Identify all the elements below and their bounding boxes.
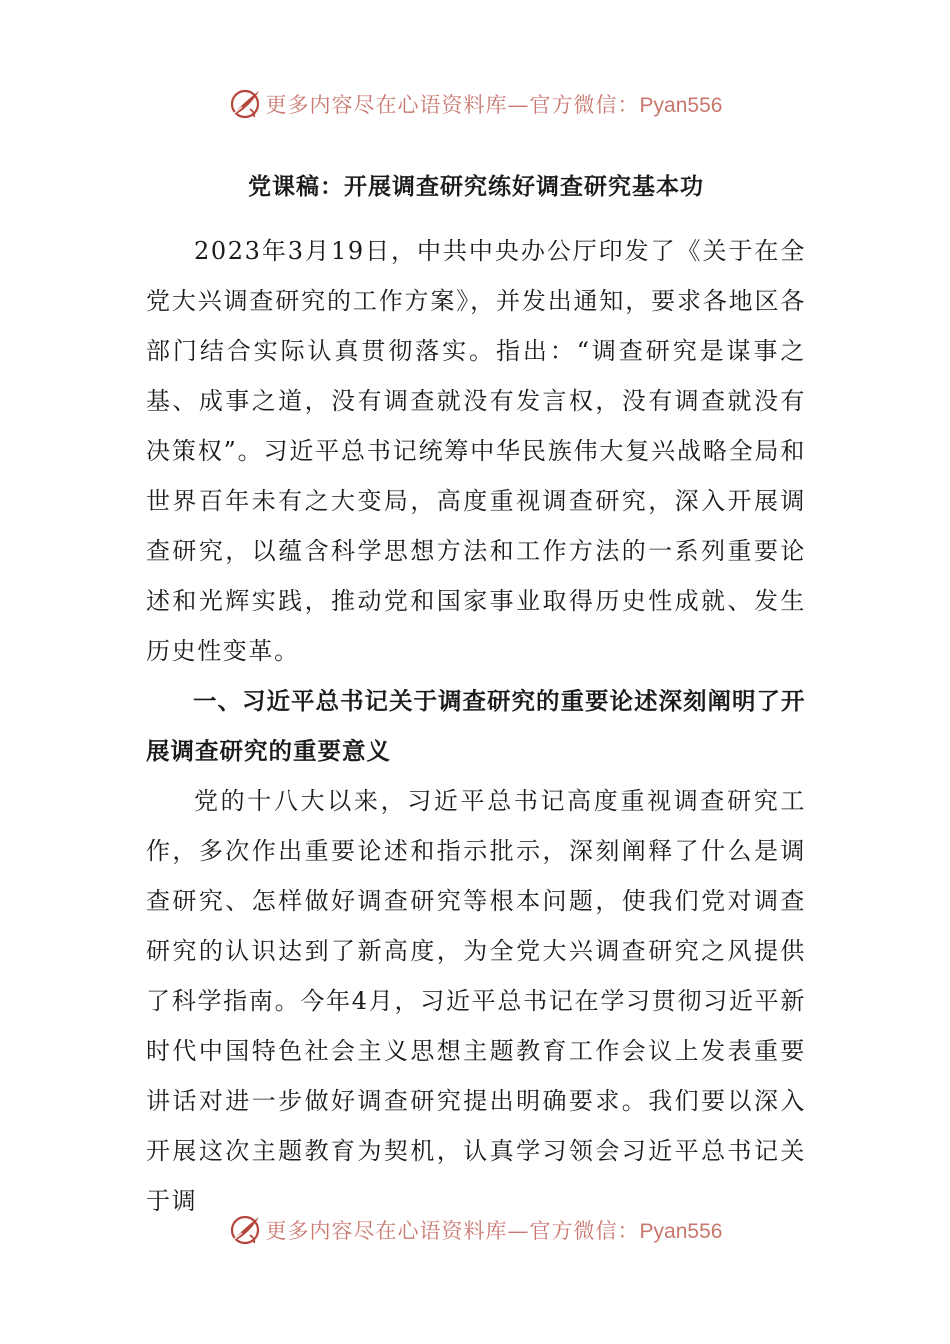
section-heading: 一、习近平总书记关于调查研究的重要论述深刻阐明了开展调查研究的重要意义 — [146, 687, 806, 765]
watermark-wechat-id: Pyan556 — [639, 1220, 723, 1243]
watermark-site-name: 更多内容尽在心语资料库 — [265, 1219, 508, 1243]
quill-pen-logo-icon — [228, 87, 262, 121]
watermark-wechat-label: 官方微信： — [529, 1219, 640, 1243]
footer-watermark — [0, 1208, 950, 1252]
header-watermark — [0, 82, 950, 126]
watermark-text — [266, 1215, 723, 1245]
watermark-site-name: 更多内容尽在心语资料库 — [265, 93, 508, 117]
document-body — [146, 172, 806, 1226]
watermark-wechat-id: Pyan556 — [639, 94, 723, 117]
watermark-dash: — — [507, 93, 530, 117]
section-paragraph: 党的十八大以来，习近平总书记高度重视调查研究工作，多次作出重要论述和指示批示，深刻阐释了什么是调查研究、怎样做好调查研究等根本问题，使我们党对调查研究的认识达到了新高度，为全党大兴调查研究之风提供了科学指南。今年4月，习近平总书记在学习贯彻习近平新时代中国特色社会主义思想主题教育工作会议上发表重要讲话对进一步做好调查研究提出明确要求。我们要以深入开展这次主题教育为契机，认真学习领会习近平总书记关于调 — [146, 787, 806, 1215]
intro-paragraph: 2023年3月19日，中共中央办公厅印发了《关于在全党大兴调查研究的工作方案》，并发出通知，要求各地区各部门结合实际认真贯彻落实。指出：“调查研究是谋事之基、成事之道，没有调查就没有发言权，没有调查就没有决策权”。习近平总书记统筹中华民族伟大复兴战略全局和世界百年未有之大变局，高度重视调查研究，深入开展调查研究，以蕴含科学思想方法和工作方法的一系列重要论述和光辉实践，推动党和国家事业取得历史性成就、发生历史性变革。 — [146, 237, 806, 665]
quill-pen-logo-icon — [228, 1213, 262, 1247]
watermark-text — [266, 89, 723, 119]
watermark-dash: — — [507, 1219, 530, 1243]
document-title: 党课稿：开展调查研究练好调查研究基本功 — [248, 174, 704, 200]
watermark-wechat-label: 官方微信： — [529, 93, 640, 117]
